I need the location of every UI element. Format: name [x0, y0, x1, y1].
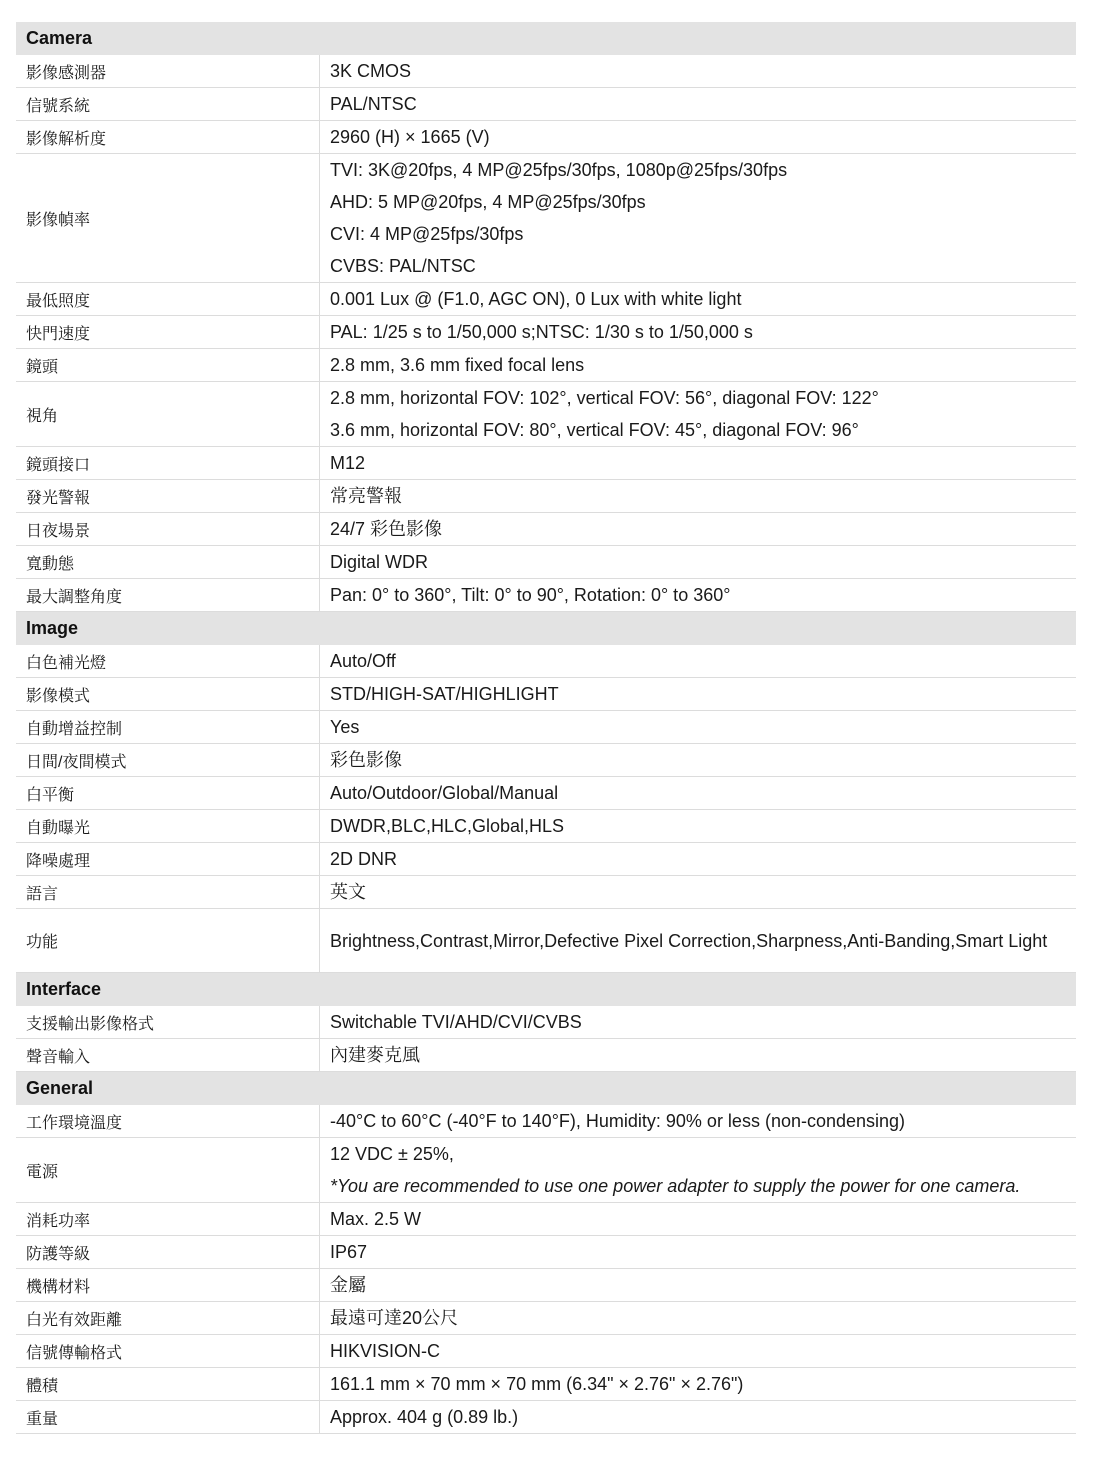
spec-value-line: Approx. 404 g (0.89 lb.)	[330, 1407, 519, 1427]
spec-value	[319, 121, 1076, 153]
spec-value-line: 0.001 Lux @ (F1.0, AGC ON), 0 Lux with white light	[330, 289, 742, 309]
spec-label: 自動曝光	[26, 819, 91, 837]
spec-label: 最大調整角度	[26, 588, 123, 606]
spec-value-line: 常亮警報	[330, 486, 402, 506]
spec-value	[319, 546, 1076, 578]
spec-label: 聲音輸入	[26, 1048, 91, 1066]
spec-value-line: AHD: 5 MP@20fps, 4 MP@25fps/30fps	[330, 192, 646, 212]
spec-row	[16, 744, 1076, 777]
spec-value-line: Yes	[330, 717, 360, 737]
spec-value-line: CVI: 4 MP@25fps/30fps	[330, 224, 524, 244]
spec-value-line: 內建麥克風	[330, 1045, 420, 1065]
spec-value-line: 2D DNR	[330, 849, 398, 869]
spec-value	[319, 88, 1076, 120]
spec-row	[16, 678, 1076, 711]
section-header: Image	[16, 612, 1076, 645]
spec-value	[319, 810, 1076, 842]
spec-row	[16, 810, 1076, 843]
spec-row	[16, 382, 1076, 447]
spec-label: 影像模式	[26, 687, 91, 705]
spec-value	[319, 1236, 1076, 1268]
spec-value-line: 3K CMOS	[330, 61, 412, 81]
spec-value	[319, 1401, 1076, 1433]
spec-row	[16, 480, 1076, 513]
spec-value	[319, 283, 1076, 315]
spec-row	[16, 1269, 1076, 1302]
spec-value	[319, 447, 1076, 479]
spec-value	[319, 513, 1076, 545]
spec-value-line: Switchable TVI/AHD/CVI/CVBS	[330, 1012, 582, 1032]
spec-value-line: 24/7 彩色影像	[330, 519, 443, 539]
section-header: General	[16, 1072, 1076, 1105]
spec-label: 影像感測器	[26, 64, 107, 82]
spec-row	[16, 316, 1076, 349]
spec-label: 機構材料	[26, 1278, 91, 1296]
spec-row	[16, 1006, 1076, 1039]
spec-label: 信號系統	[26, 97, 91, 115]
spec-value	[319, 1269, 1076, 1301]
spec-value	[319, 711, 1076, 743]
spec-row	[16, 579, 1076, 612]
spec-value-line: 12 VDC ± 25%,	[330, 1144, 454, 1164]
spec-label: 重量	[26, 1410, 59, 1428]
spec-label: 日間/夜間模式	[26, 753, 127, 771]
spec-label: 視角	[26, 407, 59, 425]
spec-value	[319, 1105, 1076, 1137]
spec-value-line: Brightness,Contrast,Mirror,Defective Pixel Correction,Sharpness,Anti-Banding,Smart Light	[330, 930, 1048, 951]
spec-row	[16, 645, 1076, 678]
spec-value	[319, 316, 1076, 348]
spec-table	[16, 22, 1076, 1434]
spec-label: 工作環境溫度	[26, 1114, 123, 1132]
spec-value	[319, 1203, 1076, 1235]
spec-value	[319, 480, 1076, 512]
spec-label: 防護等級	[26, 1245, 91, 1263]
spec-value-line: Max. 2.5 W	[330, 1209, 422, 1229]
spec-value-line: 3.6 mm, horizontal FOV: 80°, vertical FOV: 45°, diagonal FOV: 96°	[330, 420, 859, 440]
spec-label: 日夜場景	[26, 522, 91, 540]
spec-value-line: Auto/Off	[330, 651, 396, 671]
spec-value-line: PAL: 1/25 s to 1/50,000 s;NTSC: 1/30 s to 1/50,000 s	[330, 322, 753, 342]
spec-value	[319, 909, 1076, 972]
spec-label: 最低照度	[26, 292, 91, 310]
spec-label: 鏡頭	[26, 358, 59, 376]
spec-value-line: 彩色影像	[330, 750, 402, 770]
spec-row	[16, 909, 1076, 973]
spec-value	[319, 843, 1076, 875]
spec-value	[319, 678, 1076, 710]
spec-value	[319, 1006, 1076, 1038]
spec-row	[16, 546, 1076, 579]
spec-label: 降噪處理	[26, 852, 91, 870]
spec-label: 電源	[26, 1163, 59, 1181]
spec-row	[16, 843, 1076, 876]
spec-label: 語言	[26, 885, 59, 903]
spec-row	[16, 513, 1076, 546]
spec-label: 發光警報	[26, 489, 91, 507]
spec-value-line: 英文	[330, 882, 366, 902]
spec-value-line: -40°C to 60°C (-40°F to 140°F), Humidity: 90% or less (non-condensing)	[330, 1111, 906, 1131]
spec-label: 支援輸出影像格式	[26, 1015, 155, 1033]
spec-value-line: Auto/Outdoor/Global/Manual	[330, 783, 559, 803]
spec-value-line: TVI: 3K@20fps, 4 MP@25fps/30fps, 1080p@25fps/30fps	[330, 160, 788, 180]
spec-label: 白色補光燈	[26, 654, 107, 672]
spec-value-line: 2960 (H) × 1665 (V)	[330, 127, 490, 147]
spec-label: 白平衡	[26, 786, 75, 804]
spec-row	[16, 283, 1076, 316]
spec-label: 影像幀率	[26, 211, 91, 229]
spec-label: 白光有效距離	[26, 1311, 123, 1329]
spec-value-line: IP67	[330, 1242, 368, 1262]
spec-value	[319, 1368, 1076, 1400]
spec-label: 寬動態	[26, 555, 75, 573]
spec-value	[319, 1335, 1076, 1367]
spec-value-line: 2.8 mm, 3.6 mm fixed focal lens	[330, 355, 585, 375]
spec-value	[319, 1039, 1076, 1071]
spec-row	[16, 55, 1076, 88]
spec-value	[319, 154, 1076, 282]
spec-value-line: DWDR,BLC,HLC,Global,HLS	[330, 816, 565, 836]
spec-label: 體積	[26, 1377, 59, 1395]
spec-value-line: *You are recommended to use one power adapter to supply the power for one camera.	[330, 1176, 1021, 1196]
spec-row	[16, 1335, 1076, 1368]
spec-value	[319, 1302, 1076, 1334]
spec-label: 功能	[26, 934, 59, 951]
spec-value-line: 金屬	[330, 1275, 366, 1295]
spec-label: 消耗功率	[26, 1212, 91, 1230]
spec-row	[16, 154, 1076, 283]
spec-value-line: M12	[330, 453, 366, 473]
spec-value	[319, 579, 1076, 611]
spec-row	[16, 876, 1076, 909]
section-header: Interface	[16, 973, 1076, 1006]
spec-value-line: HIKVISION-C	[330, 1341, 441, 1361]
spec-value	[319, 382, 1076, 446]
spec-value-line: Pan: 0° to 360°, Tilt: 0° to 90°, Rotation: 0° to 360°	[330, 585, 731, 605]
spec-value	[319, 645, 1076, 677]
spec-row	[16, 777, 1076, 810]
spec-row	[16, 711, 1076, 744]
spec-value	[319, 777, 1076, 809]
spec-value-line: 2.8 mm, horizontal FOV: 102°, vertical FOV: 56°, diagonal FOV: 122°	[330, 388, 879, 408]
spec-label: 信號傳輸格式	[26, 1344, 123, 1362]
spec-row	[16, 121, 1076, 154]
spec-row	[16, 1368, 1076, 1401]
spec-value	[319, 744, 1076, 776]
spec-row	[16, 1401, 1076, 1434]
spec-row	[16, 1203, 1076, 1236]
spec-value-line: 最遠可達20公尺	[330, 1308, 459, 1328]
spec-value-line: Digital WDR	[330, 552, 429, 572]
spec-label: 自動增益控制	[26, 720, 123, 738]
section-header: Camera	[16, 22, 1076, 55]
spec-row	[16, 88, 1076, 121]
spec-value	[319, 349, 1076, 381]
spec-label: 快門速度	[26, 325, 91, 343]
spec-label: 影像解析度	[26, 130, 107, 148]
spec-value-line: CVBS: PAL/NTSC	[330, 256, 476, 276]
spec-row	[16, 447, 1076, 480]
spec-row	[16, 1138, 1076, 1203]
spec-row	[16, 1039, 1076, 1072]
spec-row	[16, 1236, 1076, 1269]
spec-value-line: 161.1 mm × 70 mm × 70 mm (6.34" × 2.76" × 2.76")	[330, 1374, 744, 1394]
spec-value-line: STD/HIGH-SAT/HIGHLIGHT	[330, 684, 559, 704]
spec-value	[319, 1138, 1076, 1202]
spec-row	[16, 1105, 1076, 1138]
spec-value-line: PAL/NTSC	[330, 94, 417, 114]
spec-value	[319, 876, 1076, 908]
spec-row	[16, 349, 1076, 382]
spec-label: 鏡頭接口	[26, 456, 91, 474]
spec-value	[319, 55, 1076, 87]
spec-row	[16, 1302, 1076, 1335]
